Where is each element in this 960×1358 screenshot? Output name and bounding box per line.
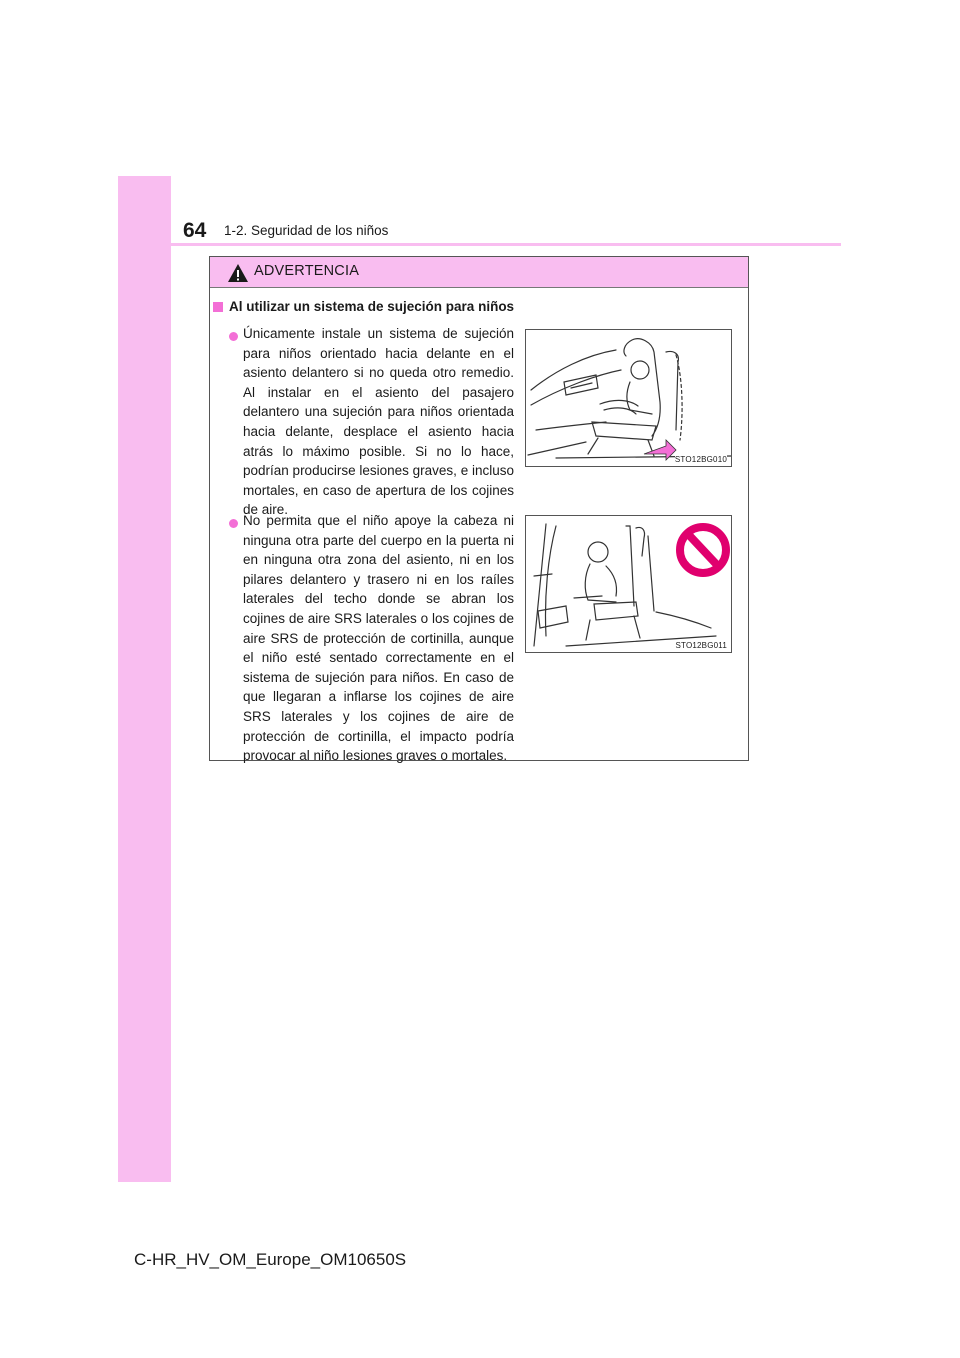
booster-seat-drawing — [526, 516, 732, 653]
warning-title: ADVERTENCIA — [254, 263, 360, 279]
section-title: 1-2. Seguridad de los niños — [224, 223, 389, 238]
warning-header — [210, 257, 748, 288]
header-divider — [118, 243, 841, 246]
warning-triangle-icon — [227, 263, 249, 283]
prohibition-sign-icon — [680, 527, 726, 573]
footer-document-code: C-HR_HV_OM_Europe_OM10650S — [134, 1250, 407, 1269]
bullet-dot-icon — [229, 519, 238, 528]
illustration-child-booster-seat — [525, 515, 732, 653]
warning-subheading — [213, 299, 514, 314]
illustration-forward-facing-child-seat — [525, 329, 732, 467]
figure-code-1: STO12BG010 — [674, 455, 727, 464]
square-bullet-icon — [213, 302, 223, 312]
page-number: 64 — [183, 219, 207, 242]
chapter-side-tab — [118, 176, 171, 1182]
figure-code-2: STO12BG011 — [675, 641, 727, 650]
bullet-dot-icon — [229, 332, 238, 341]
subheading-text: Al utilizar un sistema de sujeción para niños — [229, 299, 515, 314]
warning-item-1-text: Únicamente instale un sistema de sujeción para niños orientado hacia delante en el asiento delantero si no queda otro remedio. Al instalar en el asiento del pasajero delantero una sujeción para niños orientada hacia delante, desplace el asiento hacia atrás lo máximo posible. Si no lo hace, podrían producirse lesiones graves, e incluso mortales, en caso de apertura de los cojines de aire. — [243, 326, 514, 518]
child-seat-drawing — [526, 330, 732, 467]
warning-item-2-text: No permita que el niño apoye la cabeza ni ninguna otra parte del cuerpo en la puerta ni en ninguna otra zona del asiento, ni en los pilares delantero y trasero ni en los raíles laterales del techo donde se abran los cojines de aire SRS laterales o los cojines de aire SRS de protección de cortinilla, aunque el niño esté sentado correctamente en el sistema de sujeción para niños. En caso de que llegaran a inflarse los cojines de aire SRS laterales y los cojines de aire de protección de cortinilla, el impacto podría provocar al niño lesiones graves o mortales. — [243, 513, 514, 764]
